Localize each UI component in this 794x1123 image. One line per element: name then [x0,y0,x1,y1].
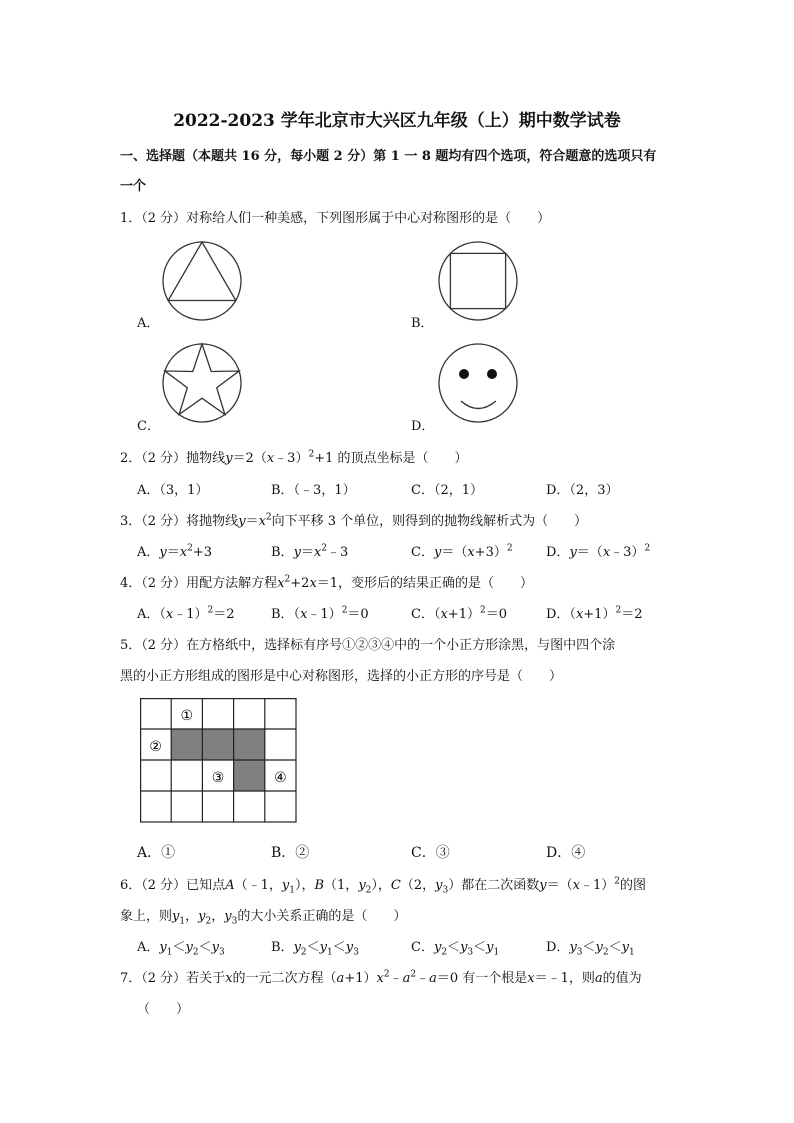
q3-option-d: D．y＝（x﹣3）$^2$ [546,543,651,560]
q3-option-b: B．$y=x^2﹣3$ [271,543,349,560]
q4-option-d: D．$(x+1)^2=2$ [546,605,643,622]
question-7-line1: 7．（2 分）若关于x的一元二次方程$(a+1)x^2﹣a^2﹣a=0$ 有一个根是x＝﹣1，则a的值为 [120,969,642,986]
section-header-line2: 一个 [120,179,147,194]
grid-lines [140,698,296,822]
question-3-text: 3．（2 分）将抛物线$y=x^2$向下平移 3 个单位，则得到的抛物线解析式为（ ） [120,512,588,529]
q6-option-a: A．$y_1<y_2<y_3$ [137,940,225,958]
q6-option-c: C．$y_2<y_3<y_1$ [411,940,500,958]
q2-option-a: A．（3，1） [137,483,209,498]
q1-option-c-label: C． [137,419,160,434]
q4-option-c: C．$(x+1)^2=0$ [411,605,507,622]
question-5-line1: 5．（2 分）在方格纸中，选择标有序号①②③④中的一个小正方形涂黑，与图中四个涂 [120,638,616,653]
grid-mark-4: ④ [274,770,287,786]
q1-option-b-label: B． [411,316,434,331]
q2-option-c: C．（2，1） [411,483,483,498]
q2-option-d: D．（2，3） [546,483,619,498]
q2-option-b: B．（﹣3，1） [271,483,356,498]
triangle-in-circle-icon [162,241,242,321]
q4-option-a: A．（x﹣1）$^2$＝2 [137,605,235,622]
grid-mark-2: ② [149,739,162,755]
q4-option-b: B．（x﹣1）$^2$＝0 [271,605,369,622]
question-6-line1: 6．（2 分）已知点A（﹣1，$y_1$），B（1，$y_2$），C（2，$y_3$）都在二次函数y＝（x﹣1）$^2$的图 [120,876,647,896]
question-2-text: 2．（2 分）抛物线y＝2（x﹣3）$^2$+1 的顶点坐标是（ ） [120,449,468,466]
q3-option-a: A．$y=x^2+3$ [137,543,213,560]
q5-option-b: B．② [271,845,310,861]
q1-option-a-label: A． [137,316,160,331]
question-6-line2: 象上，则$y_1$，$y_2$，$y_3$的大小关系正确的是（ ） [120,909,407,927]
q3-option-c: C．$y=(x+3)^2$ [411,543,513,560]
section-header-line1: 一、选择题（本题共 16 分，每小题 2 分）第 1 一 8 题均有四个选项，符合题意的选项只有 [120,149,657,164]
q6-option-d: D．$y_3<y_2<y_1$ [546,940,635,958]
question-5-line2: 黑的小正方形组成的图形是中心对称图形，选择的小正方形的序号是（ ） [120,669,563,684]
q6-option-b: B．$y_2<y_1<y_3$ [271,940,359,958]
star-in-circle-icon [162,343,242,423]
q5-option-d: D．④ [546,845,586,861]
smiley-face-icon [438,343,518,423]
page-title: 2022-2023 学年北京市大兴区九年级（上）期中数学试卷 [173,111,621,131]
question-7-line2: （ ） [137,1002,190,1017]
square-in-circle-icon [438,241,518,321]
q5-option-c: C．③ [411,845,450,861]
grid-mark-3: ③ [211,770,225,786]
q5-grid-figure [140,698,297,823]
q5-option-a: A．① [137,845,176,861]
q1-option-d-label: D． [411,419,435,434]
grid-mark-1: ① [180,708,194,724]
question-4-text: 4．（2 分）用配方法解方程$x^2+2x=1$，变形后的结果正确的是（ ） [120,574,534,591]
question-1-text: 1．（2 分）对称给人们一种美感，下列图形属于中心对称图形的是（ ） [120,211,551,226]
